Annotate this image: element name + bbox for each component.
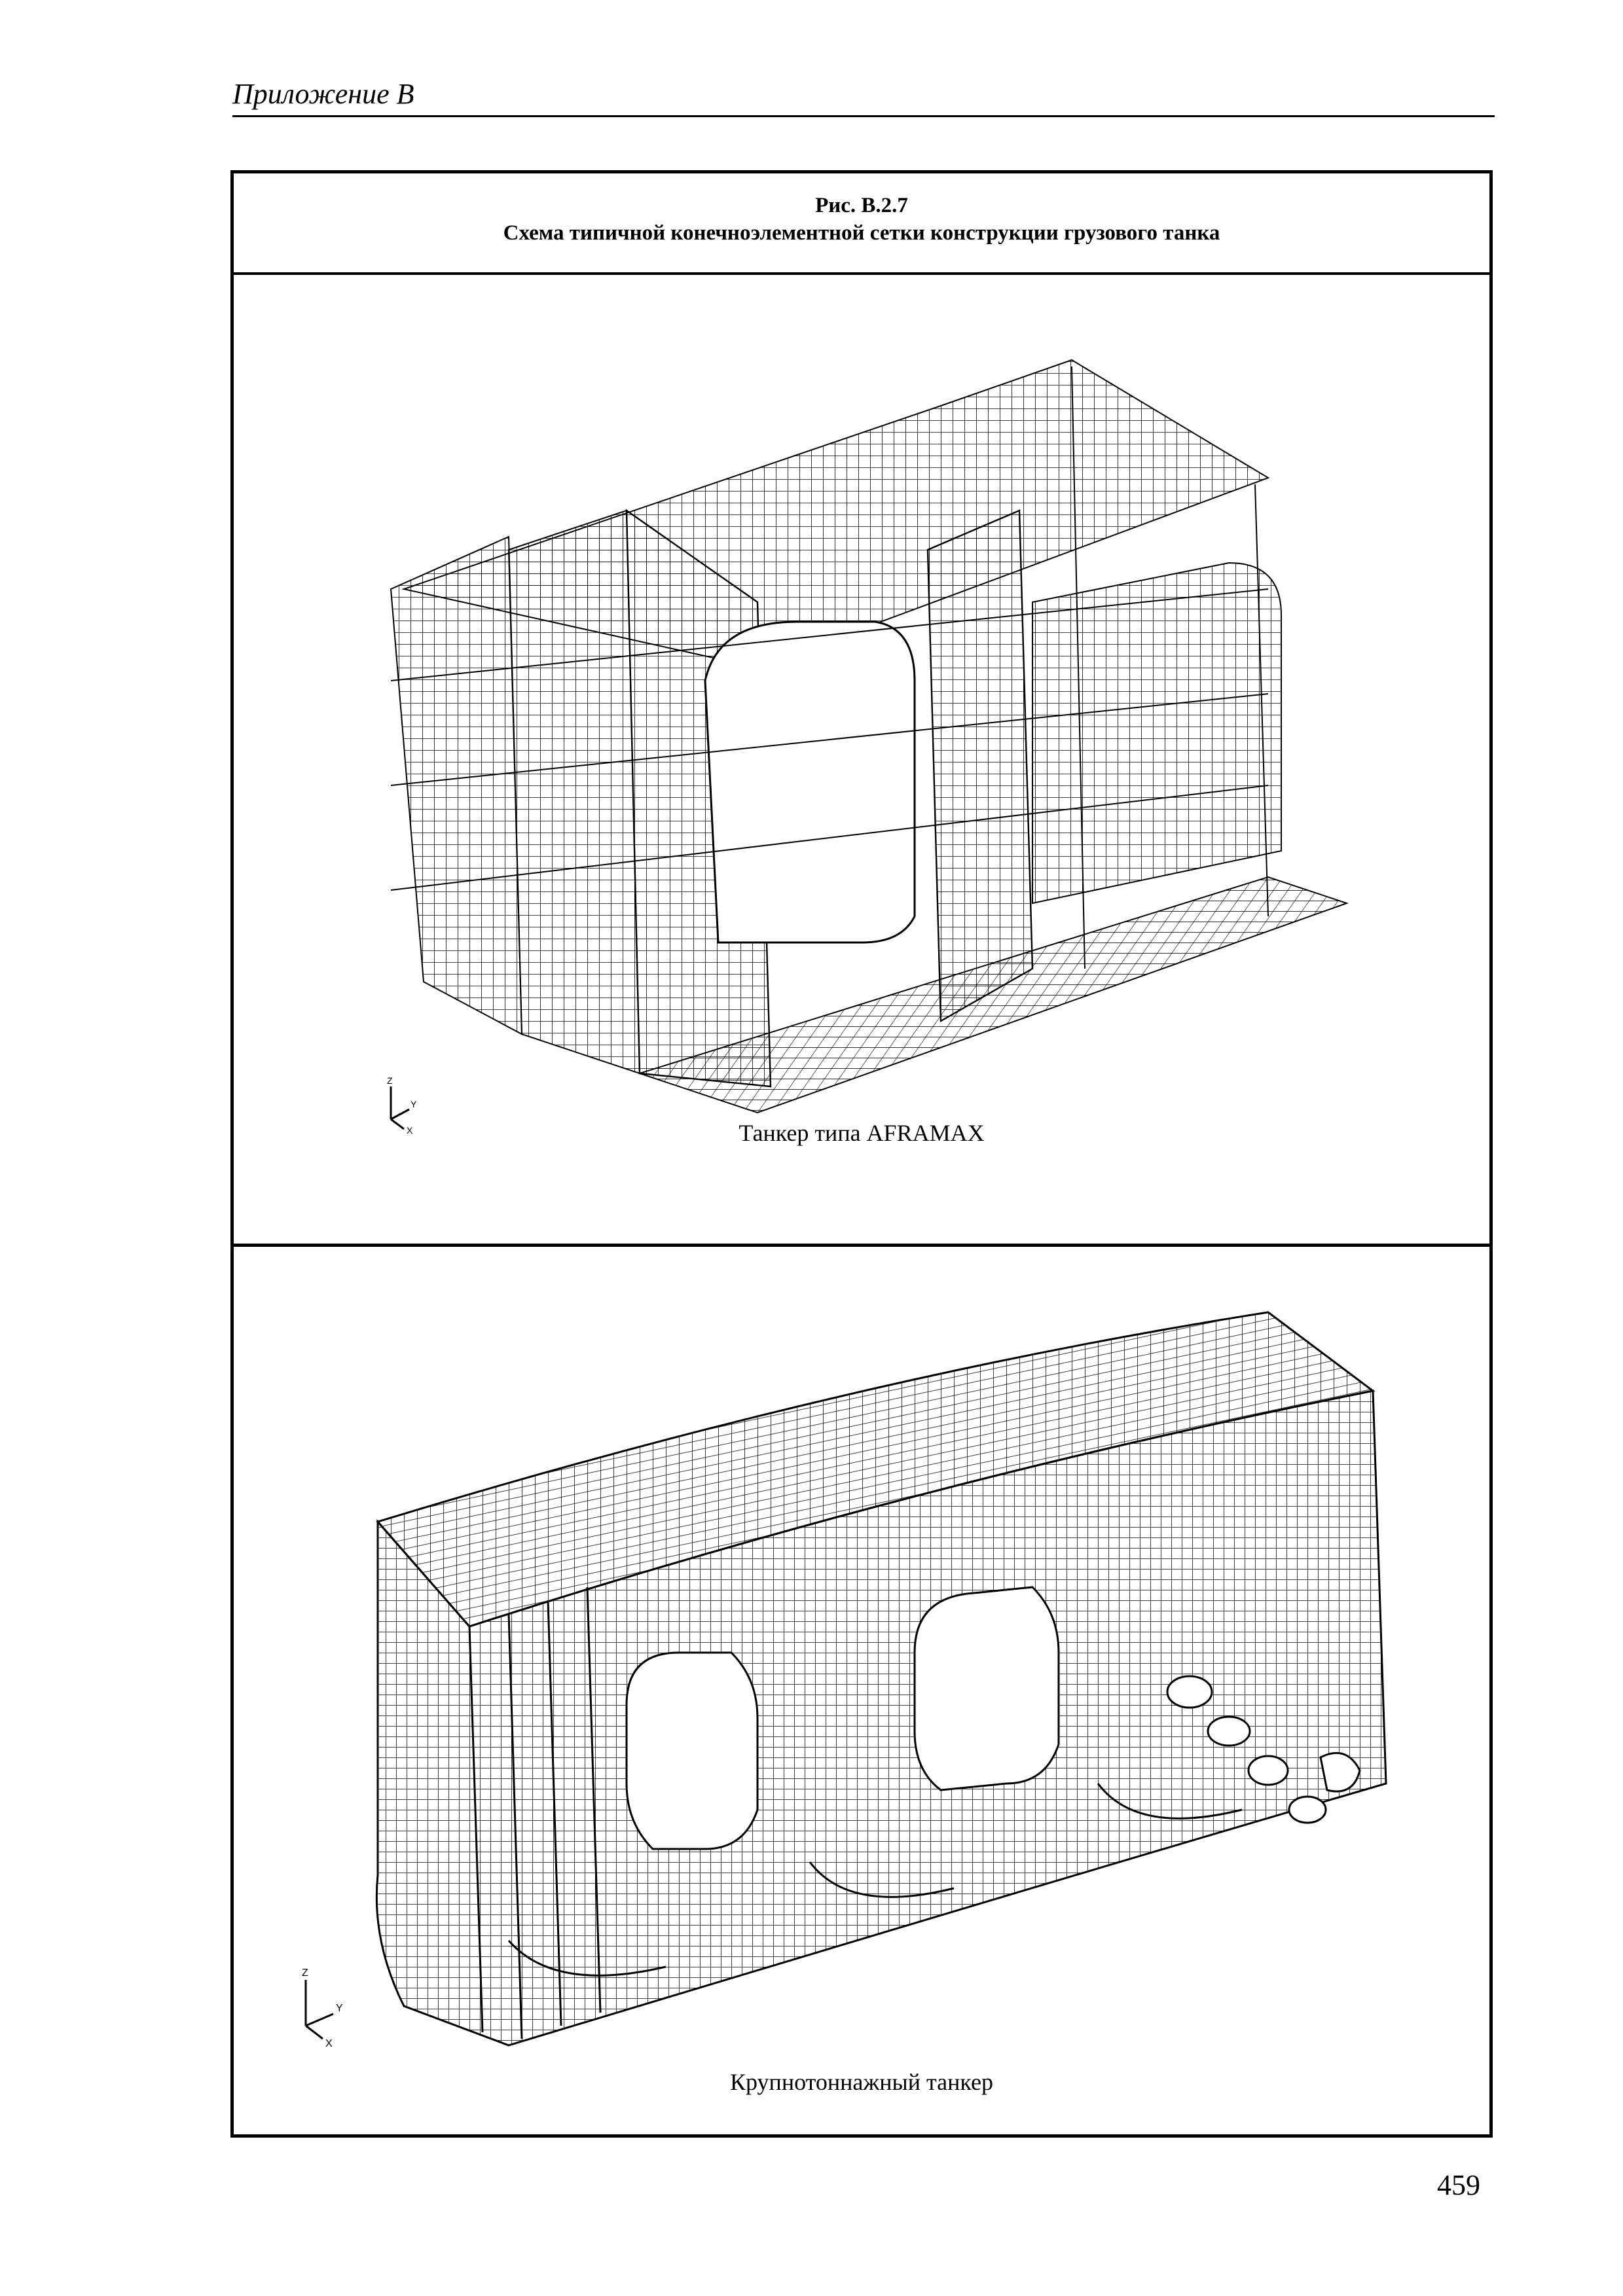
- large-tanker-mesh-illustration: [260, 1286, 1465, 2058]
- figure-title-cell: [234, 173, 1489, 275]
- aframax-mesh-illustration: [352, 314, 1373, 1139]
- axis-label-z: Z: [387, 1075, 393, 1086]
- panel-caption-aframax: Танкер типа AFRAMAX: [739, 1120, 985, 1146]
- panel-large-tanker: [234, 1247, 1489, 2134]
- panel-caption-large-tanker: Крупнотоннажный танкер: [730, 2069, 993, 2095]
- axis-triad: [306, 1980, 333, 2039]
- axis-label-y: Y: [336, 2003, 343, 2014]
- figure-title: Схема типичной конечноэлементной сетки конструкции грузового танка: [503, 221, 1220, 245]
- running-head: Приложение В: [232, 78, 414, 110]
- axis-label-y: Y: [410, 1099, 417, 1109]
- transverse-web-1: [509, 511, 640, 1073]
- axis-label-z: Z: [302, 1967, 308, 1979]
- web-cutout-2: [1032, 563, 1281, 903]
- transverse-web-3: [928, 511, 1032, 1021]
- figure-frame: [230, 170, 1493, 2138]
- figure-number: Рис. В.2.7: [815, 194, 908, 217]
- web-cutout-1: [705, 622, 915, 942]
- panel-aframax: [234, 275, 1489, 1247]
- side-shell-mesh: [391, 537, 522, 1034]
- header-rule: [232, 115, 1495, 117]
- axis-label-x: X: [325, 2038, 333, 2049]
- axis-label-x: X: [407, 1125, 413, 1136]
- page-number: 459: [1437, 2169, 1480, 2201]
